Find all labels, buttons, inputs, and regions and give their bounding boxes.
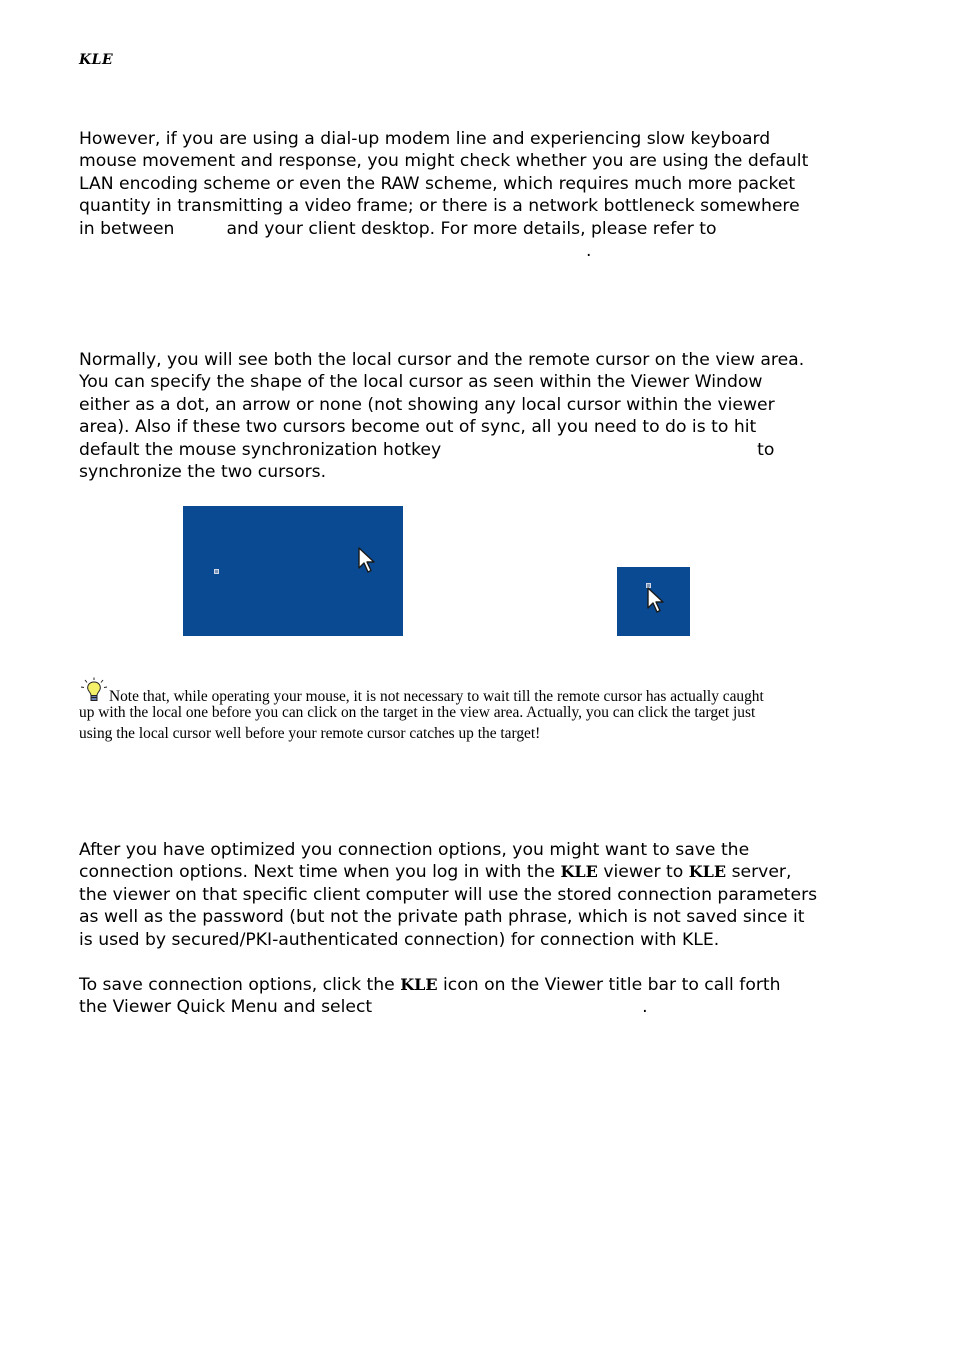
text-fragment: .	[642, 997, 648, 1018]
text-fragment: To save connection options, click the	[79, 975, 401, 995]
paragraph-bandwidth	[79, 128, 879, 262]
cursors-out-of-sync-image	[183, 506, 403, 636]
text-fragment: .	[586, 240, 592, 261]
text-fragment: in between	[79, 218, 175, 239]
tip-note	[79, 677, 879, 744]
text-line: as well as the password (but not the private path phrase, which is not saved since it	[79, 907, 805, 928]
text-line: LAN encoding scheme or even the RAW scheme, which requires much more packet	[79, 173, 796, 194]
text-line	[79, 974, 879, 996]
text-line: up with the local one before you can click on the target in the view area. Actually, you can click the target just	[79, 704, 756, 721]
kle-product-name: KLE	[688, 862, 727, 882]
text-line	[79, 677, 879, 705]
text-line: After you have optimized you connection options, you might want to save the	[79, 840, 750, 860]
paragraph-save-options	[79, 839, 879, 951]
text-line: Normally, you will see both the local cursor and the remote cursor on the view area.	[79, 350, 805, 370]
text-fragment: the Viewer Quick Menu and select	[79, 997, 373, 1018]
remote-cursor-arrow-icon	[646, 586, 666, 616]
text-line: area). Also if these two cursors become out of sync, all you need to do is to hit	[79, 417, 757, 438]
text-line: synchronize the two cursors.	[79, 461, 327, 482]
paragraph-cursors	[79, 349, 879, 483]
kle-product-name: KLE	[400, 975, 438, 994]
paragraph-save-instructions	[79, 974, 879, 1019]
text-fragment: icon on the Viewer title bar to call forth	[437, 975, 781, 995]
text-line: using the local cursor well before your remote cursor catches up the target!	[79, 725, 541, 742]
text-line: You can specify the shape of the local cursor as seen within the Viewer Window	[79, 372, 763, 393]
note-text: Note that, while operating your mouse, it is not necessary to wait till the remote cursor has actually caught	[109, 688, 764, 705]
text-fragment: viewer to	[597, 862, 689, 883]
running-header: KLE	[79, 52, 114, 68]
text-line	[79, 861, 879, 883]
lightbulb-icon	[79, 677, 109, 703]
text-line: quantity in transmitting a video frame; or there is a network bottleneck somewhere	[79, 196, 800, 217]
text-line: either as a dot, an arrow or none (not showing any local cursor within the viewer	[79, 394, 775, 415]
text-fragment: connection options. Next time when you log in with the	[79, 862, 561, 883]
text-fragment: default the mouse synchronization hotkey	[79, 439, 442, 460]
text-line	[79, 240, 879, 262]
text-line: is used by secured/PKI-authenticated connection) for connection with KLE.	[79, 929, 720, 950]
text-line: mouse movement and response, you might check whether you are using the default	[79, 151, 809, 172]
text-fragment: and your client desktop. For more details, please refer to	[226, 218, 717, 239]
remote-cursor-arrow-icon	[357, 546, 377, 576]
text-line	[79, 218, 879, 240]
text-line	[79, 439, 879, 461]
text-fragment: to	[757, 439, 775, 460]
local-cursor-dot-icon	[214, 569, 219, 574]
text-fragment: server,	[726, 862, 792, 883]
text-line	[79, 996, 879, 1018]
cursors-in-sync-image	[617, 567, 690, 636]
kle-product-name: KLE	[560, 862, 598, 882]
text-line: However, if you are using a dial-up modem line and experiencing slow keyboard	[79, 129, 771, 149]
text-line: the viewer on that specific client computer will use the stored connection parameters	[79, 884, 818, 905]
